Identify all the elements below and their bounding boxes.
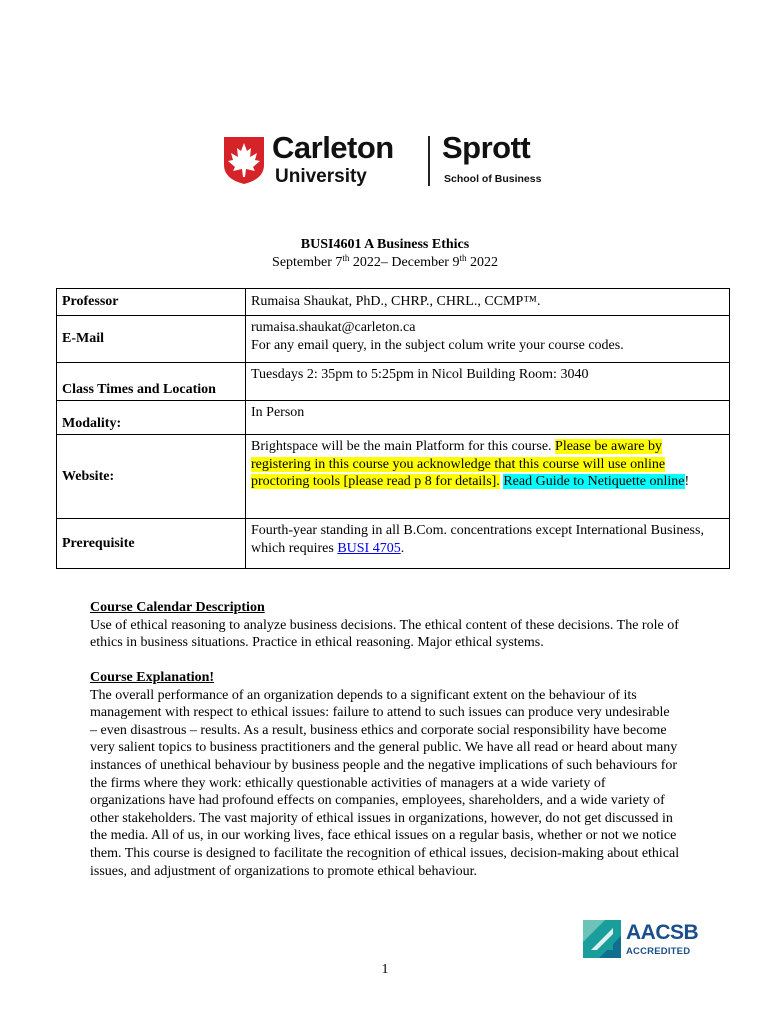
- email-note: For any email query, in the subject colum write your course codes.: [251, 337, 624, 353]
- course-title: BUSI4601 A Business Ethics: [300, 237, 470, 252]
- table-row: [57, 363, 730, 401]
- modality-label: Modality:: [57, 401, 246, 435]
- table-row: [57, 289, 730, 316]
- proctoring-notice: Please be aware by registering in this course you acknowledge that this course will use online proctoring tools [please read p 8 for details].: [251, 439, 666, 489]
- aacsb-name: AACSB: [626, 921, 699, 944]
- explanation-section: [90, 669, 680, 880]
- aacsb-status: ACCREDITED: [626, 946, 691, 957]
- website-cell: [246, 435, 730, 519]
- email-address: rumaisa.shaukat@carleton.ca: [251, 320, 416, 335]
- calendar-section: [90, 599, 690, 652]
- email-label: E-Mail: [57, 316, 246, 363]
- prerequisite-label: Prerequisite: [57, 519, 246, 569]
- start-suffix: th: [342, 253, 350, 263]
- class-times-value: Tuesdays 2: 35pm to 5:25pm in Nicol Building Room: 3040: [246, 363, 730, 401]
- explanation-heading: Course Explanation!: [90, 670, 215, 685]
- website-text: Brightspace will be the main Platform for this course.: [251, 439, 556, 454]
- prerequisite-text: Fourth-year standing in all B.Com. concentrations except International Business, which requires: [251, 523, 704, 556]
- aacsb-badge: [583, 920, 718, 960]
- busi4705-link[interactable]: BUSI 4705: [337, 540, 401, 556]
- school-name: Sprott: [442, 130, 531, 165]
- class-times-label: Class Times and Location: [57, 363, 246, 401]
- date-range-middle: 2022– December 9: [349, 255, 460, 270]
- prerequisite-end: .: [400, 540, 405, 556]
- course-dates: [0, 254, 770, 271]
- school-subtitle: School of Business: [444, 173, 542, 185]
- netiquette-guide-note: Read Guide to Netiquette online: [503, 474, 685, 489]
- carleton-sprott-logo: [220, 130, 550, 192]
- modality-value: In Person: [246, 401, 730, 435]
- professor-value: Rumaisa Shaukat, PhD., CHRP., CHRL., CCMP™.: [246, 289, 730, 316]
- table-row: [57, 401, 730, 435]
- calendar-body: Use of ethical reasoning to analyze business decisions. The ethical content of these decisions. The role of ethics in business situations. Practice in ethical reasoning. Major ethical systems.: [90, 617, 679, 651]
- table-row: [57, 519, 730, 569]
- logo-divider: [428, 136, 430, 186]
- calendar-heading: Course Calendar Description: [90, 600, 265, 615]
- table-row: [57, 435, 730, 519]
- end-year: 2022: [466, 255, 498, 270]
- prerequisite-cell: [246, 519, 730, 569]
- explanation-body: The overall performance of an organization depends to a significant extent on the behaviour of its management with respect to ethical issues: failure to attend to such issues can produce very undesirable – even disastrous – results. As a result, business ethics and corporate social responsibility have become very salient topics to business practitioners and the general public. We have all read or heard about many instances of unethical behaviour by business people and the negative implications of such behaviours for the firms where they work: ethically questionable activities of managers at a wide variety of organizations have had profound effects on companies, employees, shareholders, and a wide variety of other stakeholders. The vast majority of ethical issues in organizations, however, do not get discussed in the media. All of us, in our working lives, face ethical issues on a regular basis, whether or not we notice them. This course is designed to facilitate the recognition of ethical issues, decision-making about ethical issues, and adjustment of organizations to promote ethical behaviour.: [90, 687, 680, 879]
- start-date: September 7: [272, 255, 343, 270]
- maple-leaf-icon: [220, 135, 268, 185]
- end-suffix: th: [459, 253, 467, 263]
- professor-label: Professor: [57, 289, 246, 316]
- aacsb-logo-icon: [583, 920, 621, 958]
- page-number: 1: [381, 962, 389, 977]
- university-subtitle: University: [275, 166, 367, 187]
- website-text-end: !: [684, 474, 690, 489]
- university-name: Carleton: [272, 130, 394, 165]
- website-label: Website:: [57, 435, 246, 519]
- course-info-table: [56, 288, 730, 569]
- email-cell: [246, 316, 730, 363]
- table-row: [57, 316, 730, 363]
